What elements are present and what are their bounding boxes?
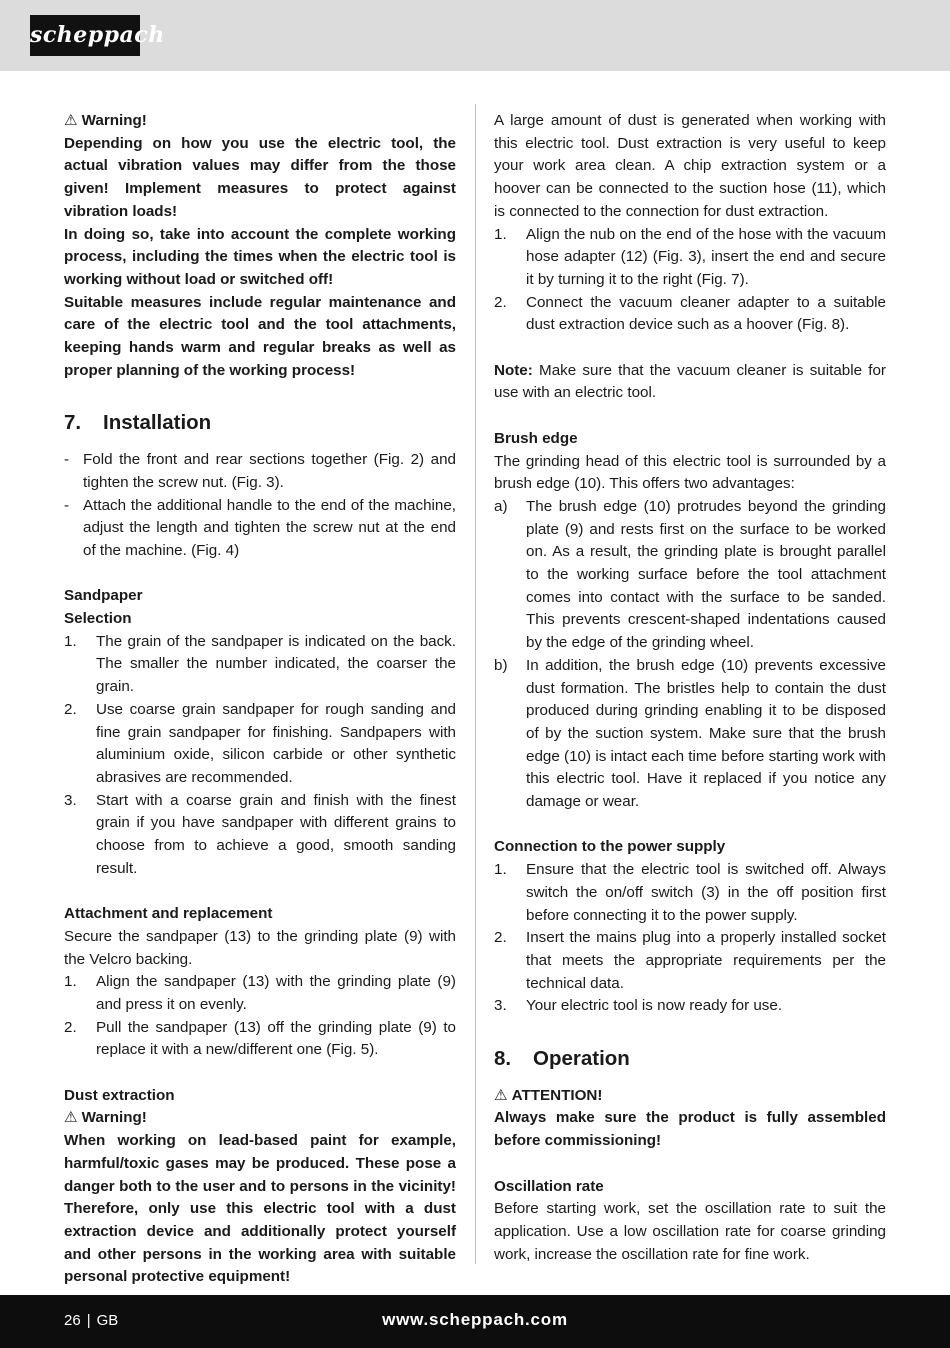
column-divider <box>475 104 476 1264</box>
list-item: 3. Start with a coarse grain and finish with the finest grain if you have sandpaper with different grains to choose from to achieve a good, smooth sanding result. <box>64 791 456 877</box>
list-item: b) In addition, the brush edge (10) prevents excessive dust formation. The bristles help to contain the dust produced during grinding enabling it to be disposed of by the suction system. Make sure that the brush edge (10) is intact each time before starting work with this electric tool. Have it replaced if you notice any damage or wear. <box>494 656 886 811</box>
note-paragraph: Note: Make sure that the vacuum cleaner is suitable for use with an electric tool. <box>494 361 886 402</box>
left-column <box>64 110 456 1289</box>
warning-triangle-icon: ⚠ <box>494 1086 508 1104</box>
oscillation-paragraph: Before starting work, set the oscillation rate to suit the application. Use a low oscillation rate for coarse grinding work, increase the oscillation rate for fine work. <box>494 1200 886 1263</box>
subheading-brush-edge: Brush edge <box>494 429 578 447</box>
subheading-oscillation-rate: Oscillation rate <box>494 1177 604 1195</box>
list-item: - Attach the additional handle to the end of the machine, adjust the length and tighten the screw nut at the end of the machine. (Fig. 4) <box>64 496 456 559</box>
list-item: 2. Pull the sandpaper (13) off the grinding plate (9) to replace it with a new/different one (Fig. 5). <box>64 1018 456 1059</box>
subheading-attachment: Attachment and replacement <box>64 905 273 923</box>
brush-intro: The grinding head of this electric tool is surrounded by a brush edge (10). This offers two advantages: <box>494 452 886 493</box>
warning-paragraph: Suitable measures include regular maintenance and care of the electric tool and the tool attachments, keeping hands warm and regular breaks as well as proper planning of the working process! <box>64 293 456 379</box>
subheading-power-supply: Connection to the power supply <box>494 838 726 856</box>
warning-paragraph: In doing so, take into account the complete working process, including the times when the electric tool is working without load or switched off! <box>64 225 456 288</box>
warning-triangle-icon: ⚠ <box>64 112 78 129</box>
section-title-installation: 7. Installation <box>64 411 212 435</box>
page-number: 26 | GB <box>64 1312 119 1329</box>
warning-triangle-icon: ⚠ <box>64 1109 78 1127</box>
warning-heading: ⚠ Warning! <box>64 1107 456 1130</box>
list-item: 2. Use coarse grain sandpaper for rough sanding and fine grain sandpaper for finishing. Sandpapers with aluminium oxide, silicon carbide or other synthetic abrasives are recommended. <box>64 700 456 786</box>
section-title-operation: 8. Operation <box>494 1046 630 1070</box>
page-footer <box>0 1295 950 1348</box>
website-url: www.scheppach.com <box>382 1310 568 1329</box>
warning-paragraph: When working on lead-based paint for example, harmful/toxic gases may be produced. These pose a danger both to the user and to persons in the vicinity! Therefore, only use this electric tool with a dust extraction device and additionally protect yourself and other persons in the working area with suitable personal protective equipment! <box>64 1132 456 1286</box>
attachment-intro: Secure the sandpaper (13) to the grinding plate (9) with the Velcro backing. <box>64 927 456 968</box>
warning-heading: ⚠ Warning! <box>64 110 456 133</box>
list-item: - Fold the front and rear sections together (Fig. 2) and tighten the screw nut. (Fig. 3). <box>64 451 456 491</box>
list-item: 2. Insert the mains plug into a properly installed socket that meets the appropriate requirements per the technical data. <box>494 929 886 992</box>
dust-intro: A large amount of dust is generated when working with this electric tool. Dust extraction is very useful to keep your work area clean. A chip extraction system or a hoover can be connected to the suction hose (11), which is connected to the connection for dust extraction. <box>494 112 886 220</box>
list-item: a) The brush edge (10) protrudes beyond the grinding plate (9) and rests first on the surface to be worked on. As a result, the grinding plate is brought parallel to the working surface before the tool attachment comes into contact with the surface to be sanded. This prevents crescent-shaped indentations caused by the edge of the grinding wheel. <box>494 497 886 652</box>
warning-paragraph: Depending on how you use the electric tool, the actual vibration values may differ from the those given! Implement measures to protect against vibration loads! <box>64 134 456 220</box>
right-column <box>494 110 886 1266</box>
list-item: 1. Align the sandpaper (13) with the grinding plate (9) and press it on evenly. <box>64 973 456 1013</box>
list-item: 3. Your electric tool is now ready for use. <box>494 997 783 1015</box>
scheppach-logo: scheppach <box>30 15 140 56</box>
attention-paragraph: Always make sure the product is fully assembled before commissioning! <box>494 1109 886 1150</box>
attention-heading: ⚠ ATTENTION! <box>494 1085 886 1108</box>
list-item: 1. The grain of the sandpaper is indicated on the back. The smaller the number indicated, the coarser the grain. <box>64 632 456 696</box>
subheading-dust-extraction: Dust extraction <box>64 1086 175 1104</box>
subheading-sandpaper: Sandpaper <box>64 587 143 605</box>
subheading-selection: Selection <box>64 610 132 628</box>
page-header <box>0 0 950 71</box>
list-item: 1. Ensure that the electric tool is switched off. Always switch the on/off switch (3) in the off position first before connecting it to the power supply. <box>494 861 886 924</box>
list-item: 1. Align the nub on the end of the hose with the vacuum hose adapter (12) (Fig. 3), insert the end and secure it by turning it to the right (Fig. 7). <box>494 225 886 288</box>
list-item: 2. Connect the vacuum cleaner adapter to a suitable dust extraction device such as a hoover (Fig. 8). <box>494 293 886 334</box>
